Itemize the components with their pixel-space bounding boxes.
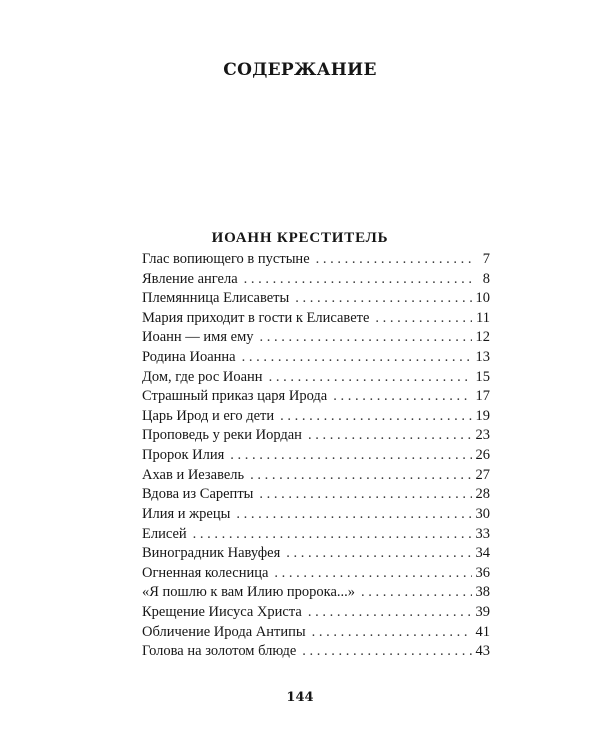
toc-entry-title: Проповедь у реки Иордан — [142, 427, 302, 444]
toc-entry — [142, 506, 490, 526]
dot-leader — [361, 584, 472, 601]
toc-entry-page-number: 11 — [476, 309, 490, 326]
dot-leader — [375, 310, 472, 327]
dot-leader — [230, 447, 472, 464]
toc-entry — [142, 251, 490, 271]
toc-entry — [142, 408, 490, 428]
dot-leader — [242, 349, 472, 366]
toc-entry — [142, 565, 490, 585]
toc-entry-page-number: 17 — [475, 388, 490, 405]
toc-entry-title: Иоанн — имя ему — [142, 329, 254, 346]
dot-leader — [308, 427, 472, 444]
toc-entry — [142, 604, 490, 624]
toc-entry — [142, 467, 490, 487]
toc-entry-page-number: 26 — [475, 447, 490, 464]
toc-entry-page-number: 28 — [475, 486, 490, 503]
toc-entry-page-number: 23 — [475, 427, 490, 444]
dot-leader — [316, 251, 472, 268]
toc-entry-title: Мария приходит в гости к Елисавете — [142, 309, 370, 326]
toc-entry — [142, 271, 490, 291]
dot-leader — [274, 565, 472, 582]
toc-entry — [142, 369, 490, 389]
toc-entry — [142, 526, 490, 546]
toc-entry-title: Племянница Елисаветы — [142, 290, 290, 307]
toc-entry-title: Ахав и Иезавель — [142, 466, 245, 483]
toc-entry — [142, 624, 490, 644]
dot-leader — [260, 329, 472, 346]
dot-leader — [250, 467, 472, 484]
toc-entry-title: Царь Ирод и его дети — [142, 407, 275, 424]
toc-entry-page-number: 8 — [482, 270, 490, 287]
section-heading: ИОАНН КРЕСТИТЕЛЬ — [211, 230, 389, 246]
toc-entry — [142, 447, 490, 467]
toc-entry — [142, 643, 490, 663]
toc-entry-page-number: 10 — [475, 290, 490, 307]
toc-entry-page-number: 27 — [475, 466, 490, 483]
dot-leader — [244, 271, 472, 288]
dot-leader — [333, 388, 472, 405]
toc-entry-page-number: 41 — [475, 623, 490, 640]
toc-entry-title: Страшный приказ царя Ирода — [142, 388, 328, 405]
toc-entry-title: Родина Иоанна — [142, 349, 236, 366]
toc-entry-page-number: 12 — [475, 329, 490, 346]
dot-leader — [302, 643, 472, 660]
toc-entry-page-number: 38 — [475, 584, 490, 601]
toc-entry-page-number: 30 — [475, 505, 490, 522]
toc-entry-title: Явление ангела — [142, 270, 238, 287]
table-of-contents — [142, 251, 490, 663]
toc-entry-title: Дом, где рос Иоанн — [142, 368, 263, 385]
toc-entry-page-number: 33 — [475, 525, 490, 542]
toc-entry-page-number: 19 — [475, 407, 490, 424]
dot-leader — [280, 408, 472, 425]
toc-entry — [142, 310, 490, 330]
dot-leader — [269, 369, 472, 386]
toc-entry-title: Вдова из Сарепты — [142, 486, 254, 503]
page-title: СОДЕРЖАНИЕ — [223, 60, 377, 80]
toc-entry-page-number: 7 — [482, 251, 490, 267]
toc-entry — [142, 349, 490, 369]
toc-entry-title: Виноградник Навуфея — [142, 545, 281, 562]
toc-entry — [142, 329, 490, 349]
dot-leader — [308, 604, 472, 621]
toc-entry — [142, 545, 490, 565]
dot-leader — [286, 545, 472, 562]
toc-entry — [142, 427, 490, 447]
toc-entry-page-number: 39 — [475, 603, 490, 620]
toc-entry-title: Голова на золотом блюде — [142, 643, 297, 660]
toc-entry-page-number: 13 — [475, 349, 490, 366]
toc-entry-page-number: 34 — [475, 545, 490, 562]
dot-leader — [295, 290, 472, 307]
toc-entry-page-number: 43 — [475, 643, 490, 660]
toc-entry-title: Илия и жрецы — [142, 505, 231, 522]
page-number: 144 — [286, 690, 314, 705]
dot-leader — [236, 506, 472, 523]
toc-entry-title: Елисей — [142, 525, 187, 542]
dot-leader — [193, 526, 472, 543]
toc-entry-title: «Я пошлю к вам Илию пророка...» — [142, 584, 356, 601]
toc-entry-title: Обличение Ирода Антипы — [142, 623, 306, 640]
toc-entry-page-number: 36 — [475, 564, 490, 581]
dot-leader — [312, 624, 472, 641]
toc-entry — [142, 388, 490, 408]
toc-entry — [142, 486, 490, 506]
toc-entry-page-number: 15 — [475, 368, 490, 385]
toc-entry — [142, 584, 490, 604]
dot-leader — [259, 486, 472, 503]
toc-entry-title: Глас вопиющего в пустыне — [142, 251, 310, 267]
toc-entry-title: Пророк Илия — [142, 447, 225, 464]
toc-entry — [142, 290, 490, 310]
toc-entry-title: Огненная колесница — [142, 564, 269, 581]
toc-entry-title: Крещение Иисуса Христа — [142, 603, 302, 620]
